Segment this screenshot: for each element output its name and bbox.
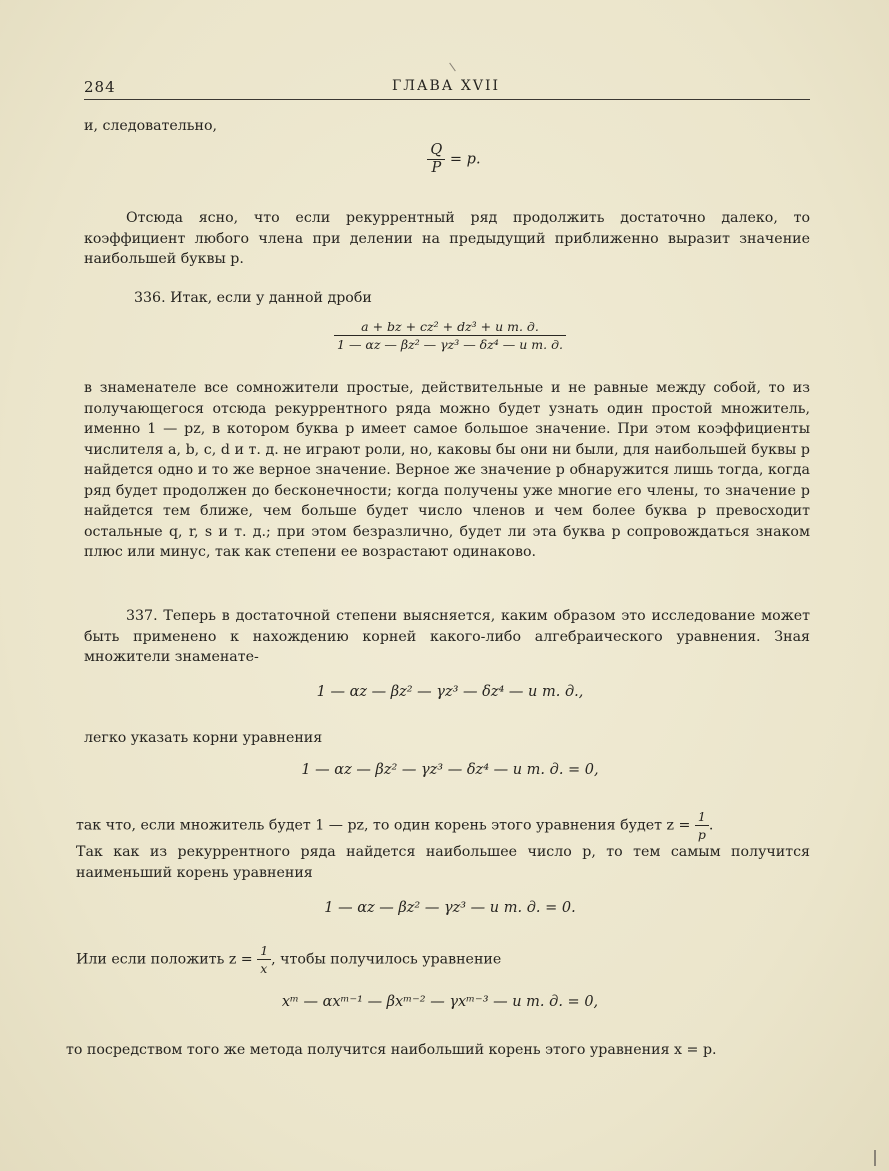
- equation-q-over-p: [404, 142, 504, 177]
- equation-fraction: [300, 318, 600, 353]
- ili-pre: Или если положить z =: [76, 951, 253, 968]
- paragraph-otsyuda: Отсюда ясно, что если рекуррентный ряд продолжить достаточно далеко, то коэффициент любого члена при делении на предыдущий приближенно выразит значение наибольшей буквы p.: [84, 210, 810, 267]
- paragraph-337: 337. Теперь в достаточной степени выясняется, каким образом это исследование может быть применено к нахождению корней какого-либо алгебраического уравнения. Зная множители знаменате-: [84, 608, 810, 665]
- text-line-legko: легко указать корни уравнения: [84, 730, 323, 746]
- running-header: [84, 78, 808, 100]
- chapter-title: ГЛАВА XVII: [391, 78, 501, 94]
- fraction-denominator: 1 — αz — βz² — γz³ — δz⁴ — и т. д.: [337, 337, 563, 352]
- equation-denominator: 1 — αz — βz² — γz³ — δz⁴ — и т. д.,: [316, 684, 584, 700]
- page-edge-mark: [874, 1150, 876, 1166]
- ili-post: , чтобы получилось уравнение: [271, 951, 502, 968]
- text-line-tak: [76, 808, 816, 843]
- tak-pre: так что, если множитель будет 1 — pz, то один корень этого уравнения будет z =: [76, 817, 691, 834]
- paragraph-tak-kak: Так как из рекуррентного ряда найдется наибольшее число p, то тем самым получится наименьший корень уравнения: [76, 844, 810, 881]
- equation-x: xᵐ — αxᵐ⁻¹ — βxᵐ⁻² — γxᵐ⁻³ — и т. д. = 0,: [281, 994, 599, 1010]
- tak-frac-num: 1: [695, 808, 709, 826]
- equation-roots: 1 — αz — βz² — γz³ — δz⁴ — и т. д. = 0,: [301, 762, 599, 778]
- paragraph-336-intro: 336. Итак, если у данной дроби: [134, 290, 372, 306]
- ili-frac-num: 1: [257, 942, 271, 960]
- eq-qp-rhs: = p.: [449, 151, 481, 168]
- equation-cubic: 1 — αz — βz² — γz³ — и т. д. = 0.: [324, 900, 576, 916]
- fraction-numerator: a + bz + cz² + dz³ + и т. д.: [334, 318, 566, 336]
- text-line-ili: [76, 942, 816, 977]
- eq-qp-denominator: P: [431, 160, 442, 176]
- paragraph-336: в знаменателе все сомножители простые, действительные и не равные между собой, то из получающегося отсюда рекуррентного ряда можно будет узнать один простой множитель, именно 1 — pz, в котором буква p имеет самое большое значение. При этом коэффициенты числителя a, b, c, d и т. д. не играют роли, но, каковы бы они ни были, для наибольшей буквы p найдется одно и то же верное значение. Верное же значение p обнаружится лишь тогда, когда ряд будет продолжен до бесконечности; когда получены уже многие его члены, то значение p найдется тем ближе, чем больше будет число членов и чем более буква p превосходит остальные q, r, s и т. д.; при этом безразлично, будет ли эта буква p сопровождаться знаком плюс или минус, так как степени ее возрастают одинаково.: [84, 380, 810, 560]
- print-speck: [449, 63, 456, 72]
- eq-qp-numerator: Q: [427, 142, 445, 160]
- header-rule: [84, 99, 810, 100]
- tak-frac-den: p: [697, 827, 706, 842]
- tak-post: .: [708, 817, 714, 834]
- text-line-so: и, следовательно,: [84, 118, 218, 134]
- page-number: 284: [84, 78, 116, 96]
- ili-frac-den: x: [260, 961, 268, 976]
- text-line-final: то посредством того же метода получится наибольший корень этого уравнения x = p.: [66, 1042, 717, 1058]
